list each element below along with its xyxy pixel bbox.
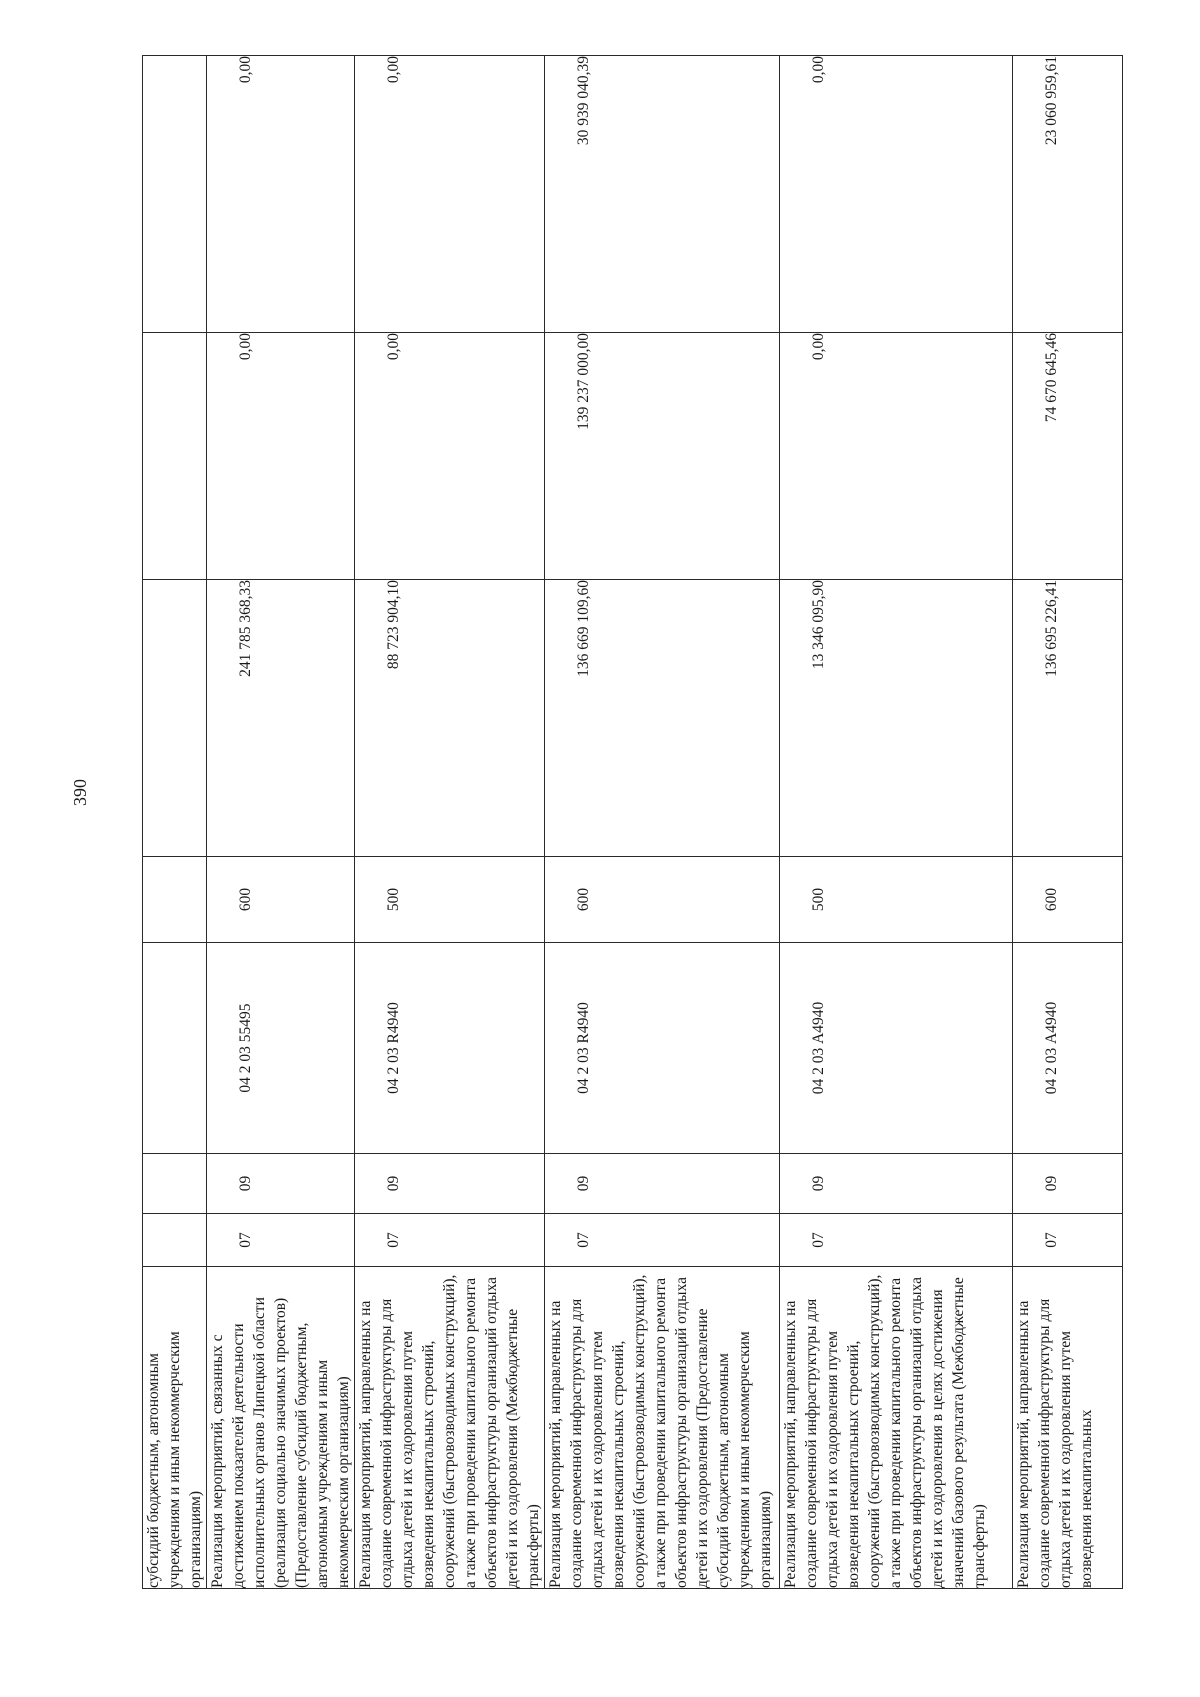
amount-year-3: 0,00 xyxy=(237,56,254,84)
amount-year-2: 74 670 645,46 xyxy=(1043,333,1060,423)
target-article: 04 2 03 А4940 xyxy=(810,1001,827,1095)
subsection-code: 09 xyxy=(575,1175,592,1192)
expense-type: 600 xyxy=(575,887,592,912)
section-code: 07 xyxy=(810,1232,827,1248)
expense-type: 500 xyxy=(810,887,827,912)
expense-type: 600 xyxy=(237,887,254,912)
amount-year-3: 23 060 959,61 xyxy=(1043,56,1060,146)
budget-table xyxy=(142,55,1123,1589)
table-row xyxy=(1013,56,1123,1589)
table-row xyxy=(355,56,545,1589)
row-description: субсидий бюджетным, автономным учреждениям и иным некоммерческим организациям) xyxy=(143,1267,207,1589)
section-code: 07 xyxy=(385,1232,402,1248)
amount-year-1: 136 695 226,41 xyxy=(1043,580,1060,677)
amount-year-1: 136 669 109,60 xyxy=(575,580,592,677)
row-description: Реализация мероприятий, направленных на создание современной инфраструктуры для отдыха детей и их оздоровления путем возведения некапитальных xyxy=(1013,1267,1123,1589)
section-code: 07 xyxy=(575,1232,592,1248)
subsection-code: 09 xyxy=(810,1175,827,1192)
row-description: Реализация мероприятий, связанных с достижением показателей деятельности исполнительных органов Липецкой области (реализация социально значимых проектов) (Предоставление субсидий бюджетным, автономным учреждениям и иным некоммерческим организациям) xyxy=(207,1267,355,1589)
table-row xyxy=(207,56,355,1589)
section-code: 07 xyxy=(1043,1232,1060,1248)
amount-year-2: 139 237 000,00 xyxy=(575,333,592,430)
amount-year-2: 0,00 xyxy=(810,333,827,361)
amount-year-2: 0,00 xyxy=(385,333,402,361)
row-description: Реализация мероприятий, направленных на создание современной инфраструктуры для отдыха детей и их оздоровления путем возведения некапитальных строений, сооружений (быстровозводимых конструкций), а также при проведении капитального ремонта объектов инфраструктуры организаций отдыха детей и их оздоровления (Предоставление субсидий бюджетным, автономным учреждениям и иным некоммерческим организациям) xyxy=(545,1267,780,1589)
subsection-code: 09 xyxy=(385,1175,402,1192)
table-row xyxy=(143,56,207,1589)
amount-year-3: 30 939 040,39 xyxy=(575,56,592,146)
section-code: 07 xyxy=(237,1232,254,1248)
row-description: Реализация мероприятий, направленных на создание современной инфраструктуры для отдыха детей и их оздоровления путем возведения некапитальных строений, сооружений (быстровозводимых конструкций), а также при проведении капитального ремонта объектов инфраструктуры организаций отдыха детей и их оздоровления в целях достижения значений базового результата (Межбюджетные трансферты) xyxy=(780,1267,1013,1589)
amount-year-3: 0,00 xyxy=(810,56,827,84)
amount-year-1: 241 785 368,33 xyxy=(237,580,254,677)
amount-year-1: 88 723 904,10 xyxy=(385,580,402,670)
rotated-table-frame xyxy=(142,56,1097,1589)
subsection-code: 09 xyxy=(237,1175,254,1192)
target-article: 04 2 03 R4940 xyxy=(385,1002,402,1094)
amount-year-1: 13 346 095,90 xyxy=(810,580,827,670)
table-row xyxy=(780,56,1013,1589)
subsection-code: 09 xyxy=(1043,1175,1060,1192)
amount-year-3: 0,00 xyxy=(385,56,402,84)
expense-type: 600 xyxy=(1043,887,1060,912)
expense-type: 500 xyxy=(385,887,402,912)
target-article: 04 2 03 55495 xyxy=(237,1003,254,1093)
page-number: 390 xyxy=(70,779,90,806)
amount-year-2: 0,00 xyxy=(237,333,254,361)
target-article: 04 2 03 А4940 xyxy=(1043,1001,1060,1095)
target-article: 04 2 03 R4940 xyxy=(575,1002,592,1094)
table-row xyxy=(545,56,780,1589)
row-description: Реализация мероприятий, направленных на создание современной инфраструктуры для отдыха детей и их оздоровления путем возведения некапитальных строений, сооружений (быстровозводимых конструкций), а также при проведении капитального ремонта объектов инфраструктуры организаций отдыха детей и их оздоровления (Межбюджетные трансферты) xyxy=(355,1267,545,1589)
